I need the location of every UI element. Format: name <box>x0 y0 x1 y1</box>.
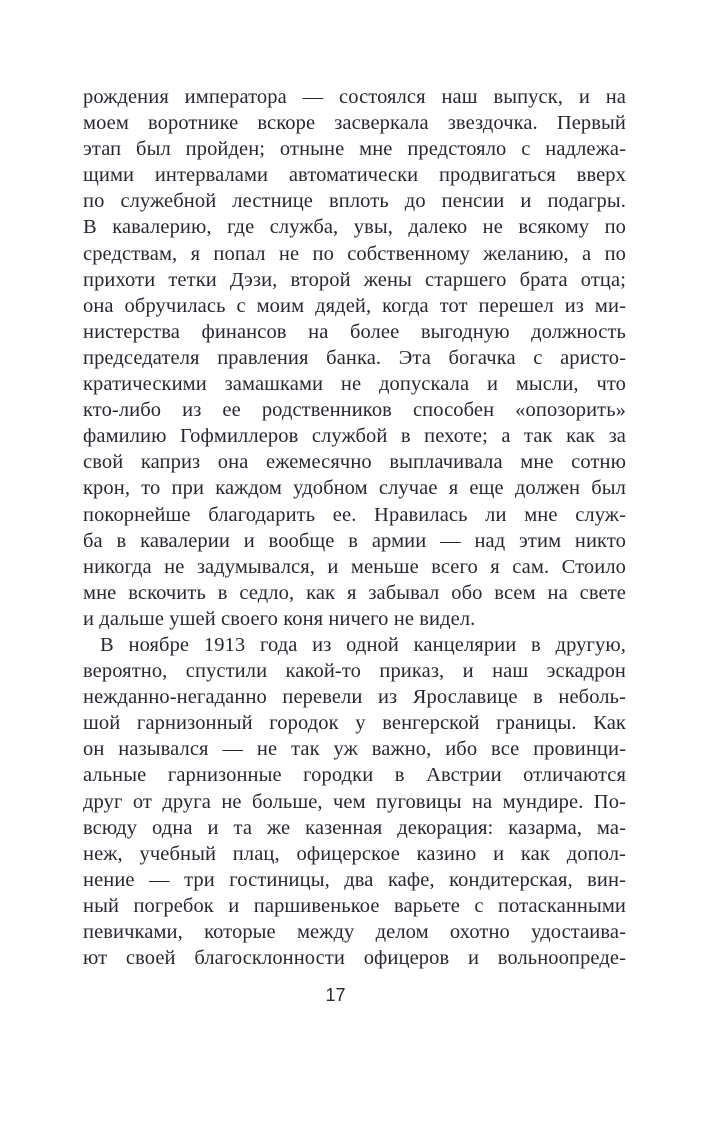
text-line: нение — три гостиницы, два кафе, кондитерская, вин- <box>83 868 626 891</box>
text-line: кто-либо из ее родственников способен «опозорить» <box>83 399 626 422</box>
text-line: свой каприз она ежемесячно выплачивала мне сотню <box>83 451 626 474</box>
text-line: он назывался — не так уж важно, ибо все провинци- <box>83 738 626 761</box>
text-line: неж, учебный плац, офицерское казино и как допол- <box>83 842 626 865</box>
text-line: покорнейше благодарить ее. Нравилась ли мне служ- <box>83 503 626 526</box>
text-line: ют своей благосклонности офицеров и вольноопреде- <box>83 947 626 970</box>
text-line: моем воротнике вскоре засверкала звездочка. Первый <box>83 112 626 135</box>
text-line: по служебной лестнице вплоть до пенсии и подагры. <box>83 190 626 213</box>
text-line: певичками, которые между делом охотно удостаива- <box>83 921 626 943</box>
text-line: председателя правления банка. Эта богачка с аристо- <box>83 346 626 369</box>
text-line: В ноябре 1913 года из одной канцелярии в другую, <box>100 633 626 656</box>
text-line: рождения императора — состоялся наш выпуск, и на <box>83 86 626 108</box>
paragraph <box>83 632 626 971</box>
text-line: ба в кавалерии и вообще в армии — над этим никто <box>83 529 626 552</box>
text-line: щими интервалами автоматически продвигаться вверх <box>83 164 626 187</box>
text-line: прихоти тетки Дэзи, второй жены старшего брата отца; <box>83 268 626 291</box>
text-line: фамилию Гофмиллеров службой в пехоте; а так как за <box>83 425 626 448</box>
paragraph <box>83 84 626 632</box>
text-line: В кавалерию, где служба, увы, далеко не всякому по <box>83 216 626 239</box>
text-line: альные гарнизонные городки в Австрии отличаются <box>83 764 626 787</box>
text-line: мне вскочить в седло, как я забывал обо всем на свете <box>83 581 626 604</box>
text-line: кратическими замашками не допускала и мысли, что <box>83 373 626 396</box>
text-line: вероятно, спустили какой-то приказ, и наш эскадрон <box>83 660 626 683</box>
text-line: шой гарнизонный городок у венгерской границы. Как <box>83 712 626 735</box>
text-line: нистерства финансов на более выгодную должность <box>83 320 626 343</box>
text-line: средствам, я попал не по собственному желанию, а по <box>83 242 626 265</box>
page-number: 17 <box>325 985 346 1005</box>
text-line: ный погребок и паршивенькое варьете с потасканными <box>83 894 626 917</box>
text-line: всюду одна и та же казенная декорация: казарма, ма- <box>83 816 626 839</box>
text-line: она обручилась с моим дядей, когда тот перешел из ми- <box>83 294 626 317</box>
text-line: крон, то при каждом удобном случае я еще должен был <box>83 477 626 500</box>
text-line: этап был пройден; отныне мне предстояло с надлежа- <box>83 138 626 161</box>
page-text <box>83 84 626 971</box>
text-line: друг от друга не больше, чем пуговицы на мундире. По- <box>83 790 626 813</box>
text-line: никогда не задумывался, и меньше всего я сам. Стоило <box>83 555 626 578</box>
text-line: и дальше ушей своего коня ничего не видел. <box>83 607 476 630</box>
text-line: нежданно-негаданно перевели из Ярославице в неболь- <box>83 686 626 709</box>
